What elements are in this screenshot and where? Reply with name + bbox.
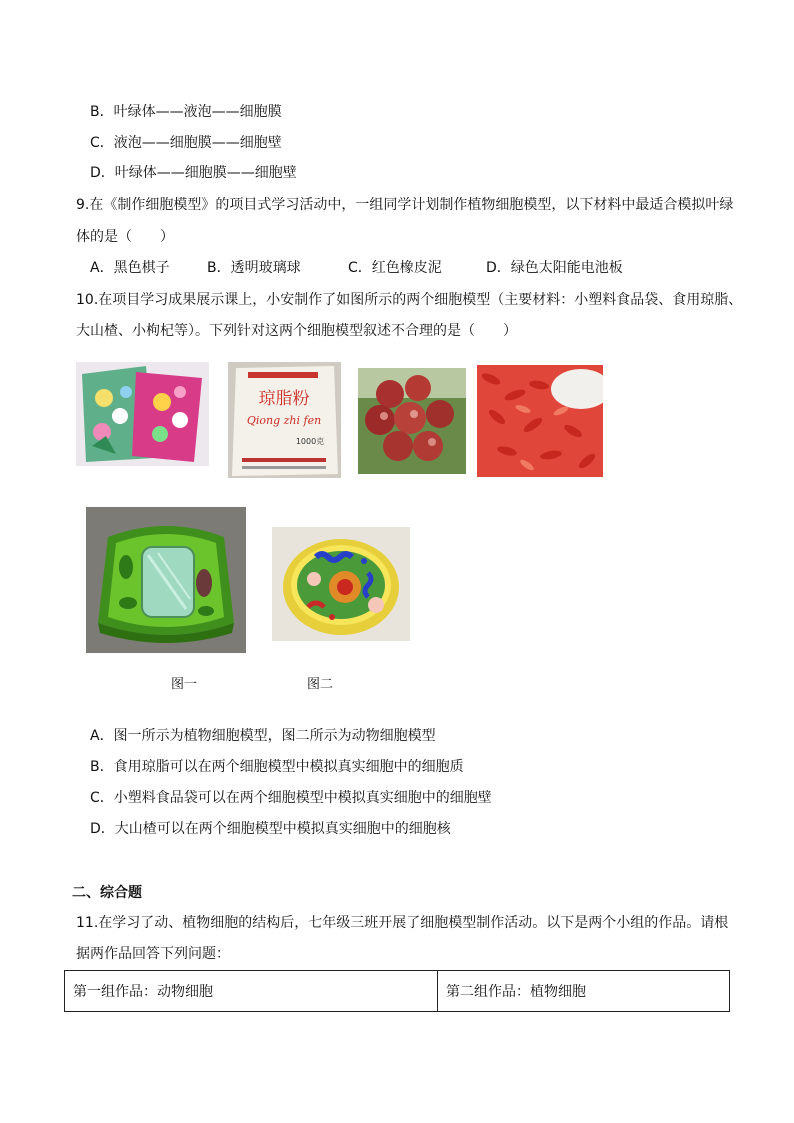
- agar-weight: 1000克: [295, 437, 325, 446]
- plant-cell-model-photo: [86, 507, 246, 653]
- question-11-line-2: 据两作品回答下列问题：: [76, 946, 230, 962]
- question-11-line-1: 11.在学习了动、植物细胞的结构后，七年级三班开展了细胞模型制作活动。以下是两个小组的作品。请根: [76, 915, 729, 931]
- question-10-line-2: 大山楂、小枸杞等）。下列针对这两个细胞模型叙述不合理的是（ ）: [76, 323, 517, 339]
- question-9-line-2: 体的是（ ）: [76, 229, 174, 245]
- agar-powder-photo: [228, 362, 341, 478]
- table-row: [65, 971, 730, 1012]
- section-title: 二、综合题: [72, 885, 142, 901]
- option-c: C．液泡——细胞膜——细胞壁: [90, 135, 282, 151]
- goji-berries-photo: [477, 365, 603, 477]
- q9-option-a: A．黑色棋子: [90, 260, 170, 276]
- q9-option-b: B．透明玻璃球: [207, 260, 301, 276]
- caption-figure-1: 图一: [171, 677, 198, 692]
- q9-option-c: C．红色橡皮泥: [348, 260, 442, 276]
- caption-figure-2: 图二: [307, 677, 334, 692]
- question-10-line-1: 10.在项目学习成果展示课上，小安制作了如图所示的两个细胞模型（主要材料：小塑料食品袋、食用琼脂、: [76, 292, 743, 308]
- hawthorn-photo: [358, 368, 466, 474]
- table-cell-group-1: 第一组作品：动物细胞: [65, 971, 438, 1012]
- works-table: [64, 970, 730, 1012]
- q9-option-d: D．绿色太阳能电池板: [486, 260, 623, 276]
- agar-pinyin: Qiong zhi fen: [246, 414, 322, 427]
- option-b: B．叶绿体——液泡——细胞膜: [90, 104, 282, 120]
- table-cell-group-2: 第二组作品：植物细胞: [438, 971, 730, 1012]
- option-d: D．叶绿体——细胞膜——细胞壁: [90, 165, 297, 181]
- plastic-bags-photo: [76, 362, 209, 466]
- q10-option-b: B．食用琼脂可以在两个细胞模型中模拟真实细胞中的细胞质: [90, 759, 464, 775]
- q10-option-a: A．图一所示为植物细胞模型，图二所示为动物细胞模型: [90, 728, 436, 744]
- q10-option-c: C．小塑料食品袋可以在两个细胞模型中模拟真实细胞中的细胞壁: [90, 790, 492, 806]
- animal-cell-model-photo: [272, 527, 410, 641]
- q10-option-d: D．大山楂可以在两个细胞模型中模拟真实细胞中的细胞核: [90, 821, 451, 837]
- agar-label: 琼脂粉: [258, 389, 310, 409]
- question-9-line-1: 9.在《制作细胞模型》的项目式学习活动中，一组同学计划制作植物细胞模型，以下材料中最适合模拟叶绿: [76, 197, 734, 213]
